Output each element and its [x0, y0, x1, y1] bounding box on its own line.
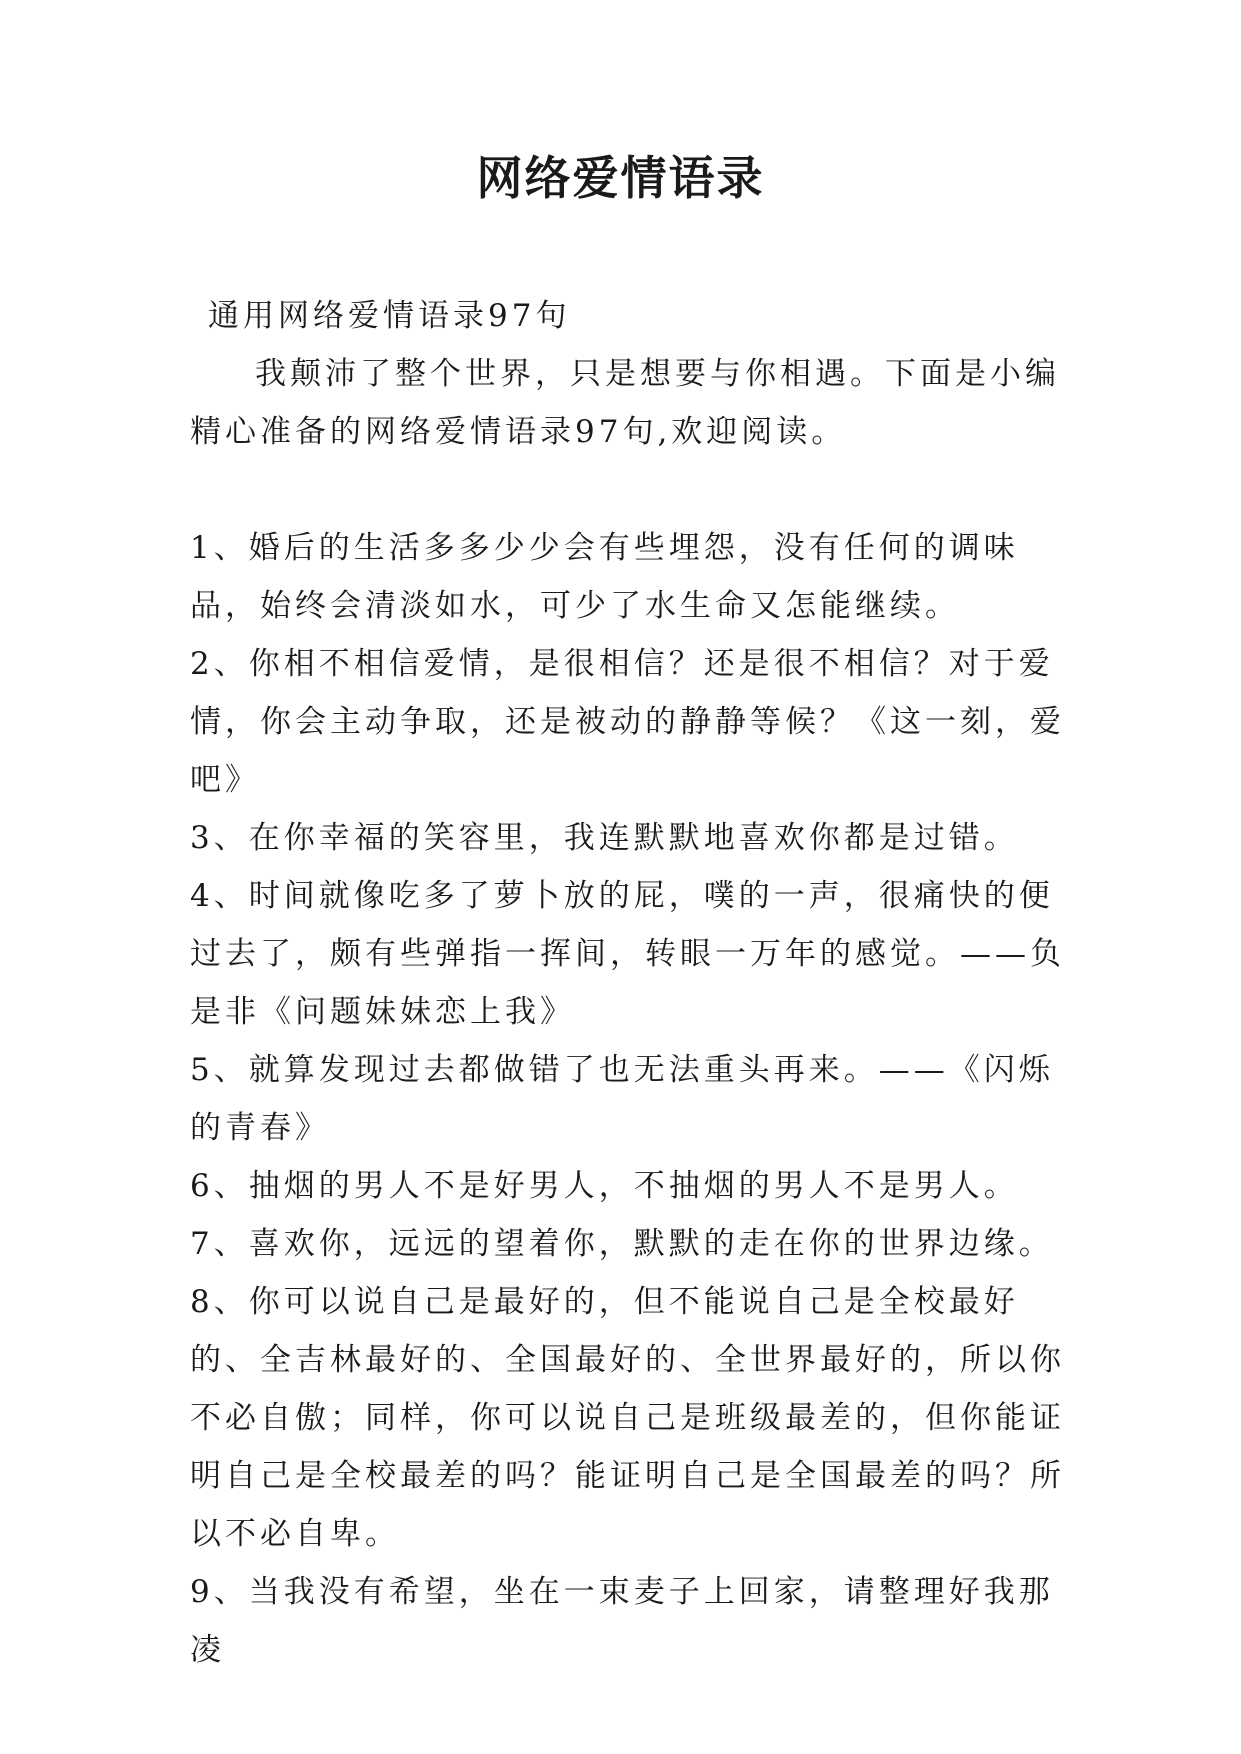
quote-item-5: 5、就算发现过去都做错了也无法重头再来。——《闪烁的青春》 [190, 1052, 1054, 1146]
quote-item-1: 1、婚后的生活多多少少会有些埋怨，没有任何的调味品，始终会清淡如水，可少了水生命又怎能继续。 [190, 530, 1019, 624]
quote-item-3: 3、在你幸福的笑容里，我连默默地喜欢你都是过错。 [190, 820, 1019, 856]
quote-item-8: 8、你可以说自己是最好的，但不能说自己是全校最好的、全吉林最好的、全国最好的、全世界最好的，所以你不必自傲；同样，你可以说自己是班级最差的，但你能证明自己是全校最差的吗？能证明自己是全国最差的吗？所以不必自卑。 [190, 1284, 1065, 1552]
document-body [190, 287, 1070, 1679]
quote-item-9: 9、当我没有希望，坐在一束麦子上回家，请整理好我那凌 [190, 1574, 1054, 1668]
document-title: 网络爱情语录 [476, 151, 765, 205]
quote-item-6: 6、抽烟的男人不是好男人，不抽烟的男人不是男人。 [190, 1168, 1019, 1204]
quote-item-2: 2、你相不相信爱情，是很相信？还是很不相信？对于爱情，你会主动争取，还是被动的静静等候？《这一刻，爱吧》 [190, 646, 1065, 798]
intro-paragraph: 我颠沛了整个世界，只是想要与你相遇。下面是小编精心准备的网络爱情语录97句,欢迎阅读。 [190, 356, 1060, 450]
quote-item-4: 4、时间就像吃多了萝卜放的屁，噗的一声，很痛快的便过去了，颇有些弹指一挥间，转眼一万年的感觉。——负是非《问题妹妹恋上我》 [190, 878, 1065, 1030]
quote-list [190, 519, 1070, 1679]
blank-line [190, 461, 1070, 519]
quote-item-7: 7、喜欢你，远远的望着你，默默的走在你的世界边缘。 [190, 1226, 1054, 1262]
document-subtitle: 通用网络爱情语录97句 [208, 298, 571, 334]
